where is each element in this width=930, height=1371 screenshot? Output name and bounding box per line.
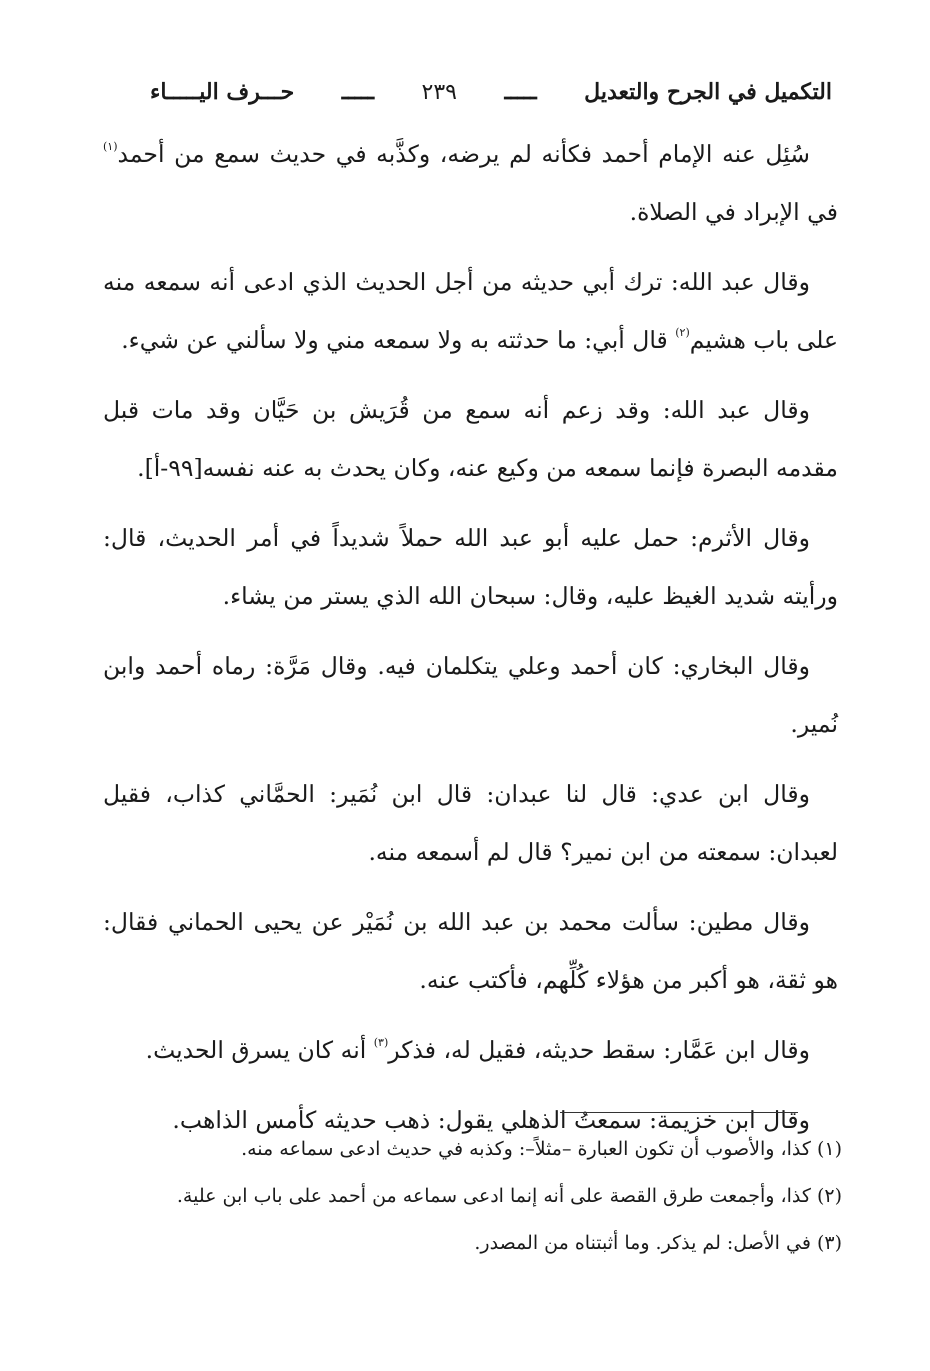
paragraph: وقال ابن عَمَّار: سقط حديثه، فقيل له، فذكر$^{(٣)}$ أنه كان يسرق الحديث. — [145, 1036, 810, 1064]
footnote: (٢) كذا، وأجمعت طرق القصة على أنه إنما ادعى سماعه من أحمد على باب ابن علية. — [176, 1185, 842, 1207]
page-number: ٢٣٩ — [421, 79, 457, 105]
paragraph: وقال عبد الله: ترك أبي حديثه من أجل الحديث الذي ادعى أنه سمعه منه على باب هشيم$^{(٢)}$ قال أبي: ما حدثته به ولا سمعه مني ولا سألني عن شيء. — [103, 268, 838, 354]
header-dash-left: ـــــ — [341, 79, 375, 105]
footnote-ref: (١) — [103, 140, 118, 153]
paragraph: وقال البخاري: كان أحمد وعلي يتكلمان فيه. وقال مَرَّة: رماه أحمد وابن نُمير. — [103, 652, 838, 738]
paragraph: وقال مطين: سألت محمد بن عبد الله بن نُمَيْر عن يحيى الحماني فقال: هو ثقة، هو أكبر من هؤلاء كُلِّهم، فأكتب عنه. — [103, 908, 838, 994]
paragraph: وقال عبد الله: وقد زعم أنه سمع من قُرَيش بن حَيَّان وقد مات قبل مقدمه البصرة فإنما سمعه من وكيع عنه، وكان يحدث به عنه نفسه[٩٩-أ]. — [103, 396, 838, 482]
footnote-separator — [560, 1112, 798, 1113]
book-title: التكميل في الجرح والتعديل — [584, 79, 832, 105]
section-title: حـــرف اليـــــاء — [150, 79, 295, 105]
footnotes — [110, 1128, 842, 1269]
running-header — [150, 70, 832, 114]
paragraph: وقال الأثرم: حمل عليه أبو عبد الله حملاً شديداً في أمر الحديث، قال: ورأيته شديد الغيظ عليه، وقال: سبحان الله الذي يستر من يشاء. — [103, 524, 838, 610]
footnote-ref: (٣) — [373, 1036, 389, 1049]
paragraph: وقال ابن عدي: قال لنا عبدان: قال ابن نُمَير: الحمَّاني كذاب، فقيل لعبدان: سمعته من ابن نمير؟ قال لم أسمعه منه. — [103, 780, 838, 866]
footnote: (٣) في الأصل: لم يذكر. وما أثبتناه من المصدر. — [474, 1232, 842, 1254]
footnote-ref: (٢) — [675, 326, 690, 339]
footnote: (١) كذا، والأصوب أن تكون العبارة –مثلاً–: وكذبه في حديث ادعى سماعه منه. — [241, 1138, 842, 1160]
paragraph: سُئِل عنه الإمام أحمد فكأنه لم يرضه، وكذَّبه في حديث سمع من أحمد$^{(١)}$ في الإبراد في الصلاة. — [103, 140, 838, 226]
header-dash-right: ـــــ — [504, 79, 537, 105]
main-text — [103, 125, 838, 1161]
paragraph: وقال ابن خزيمة: سمعتُ الذهلي يقول: ذهب حديثه كأمس الذاهب. — [172, 1106, 810, 1134]
